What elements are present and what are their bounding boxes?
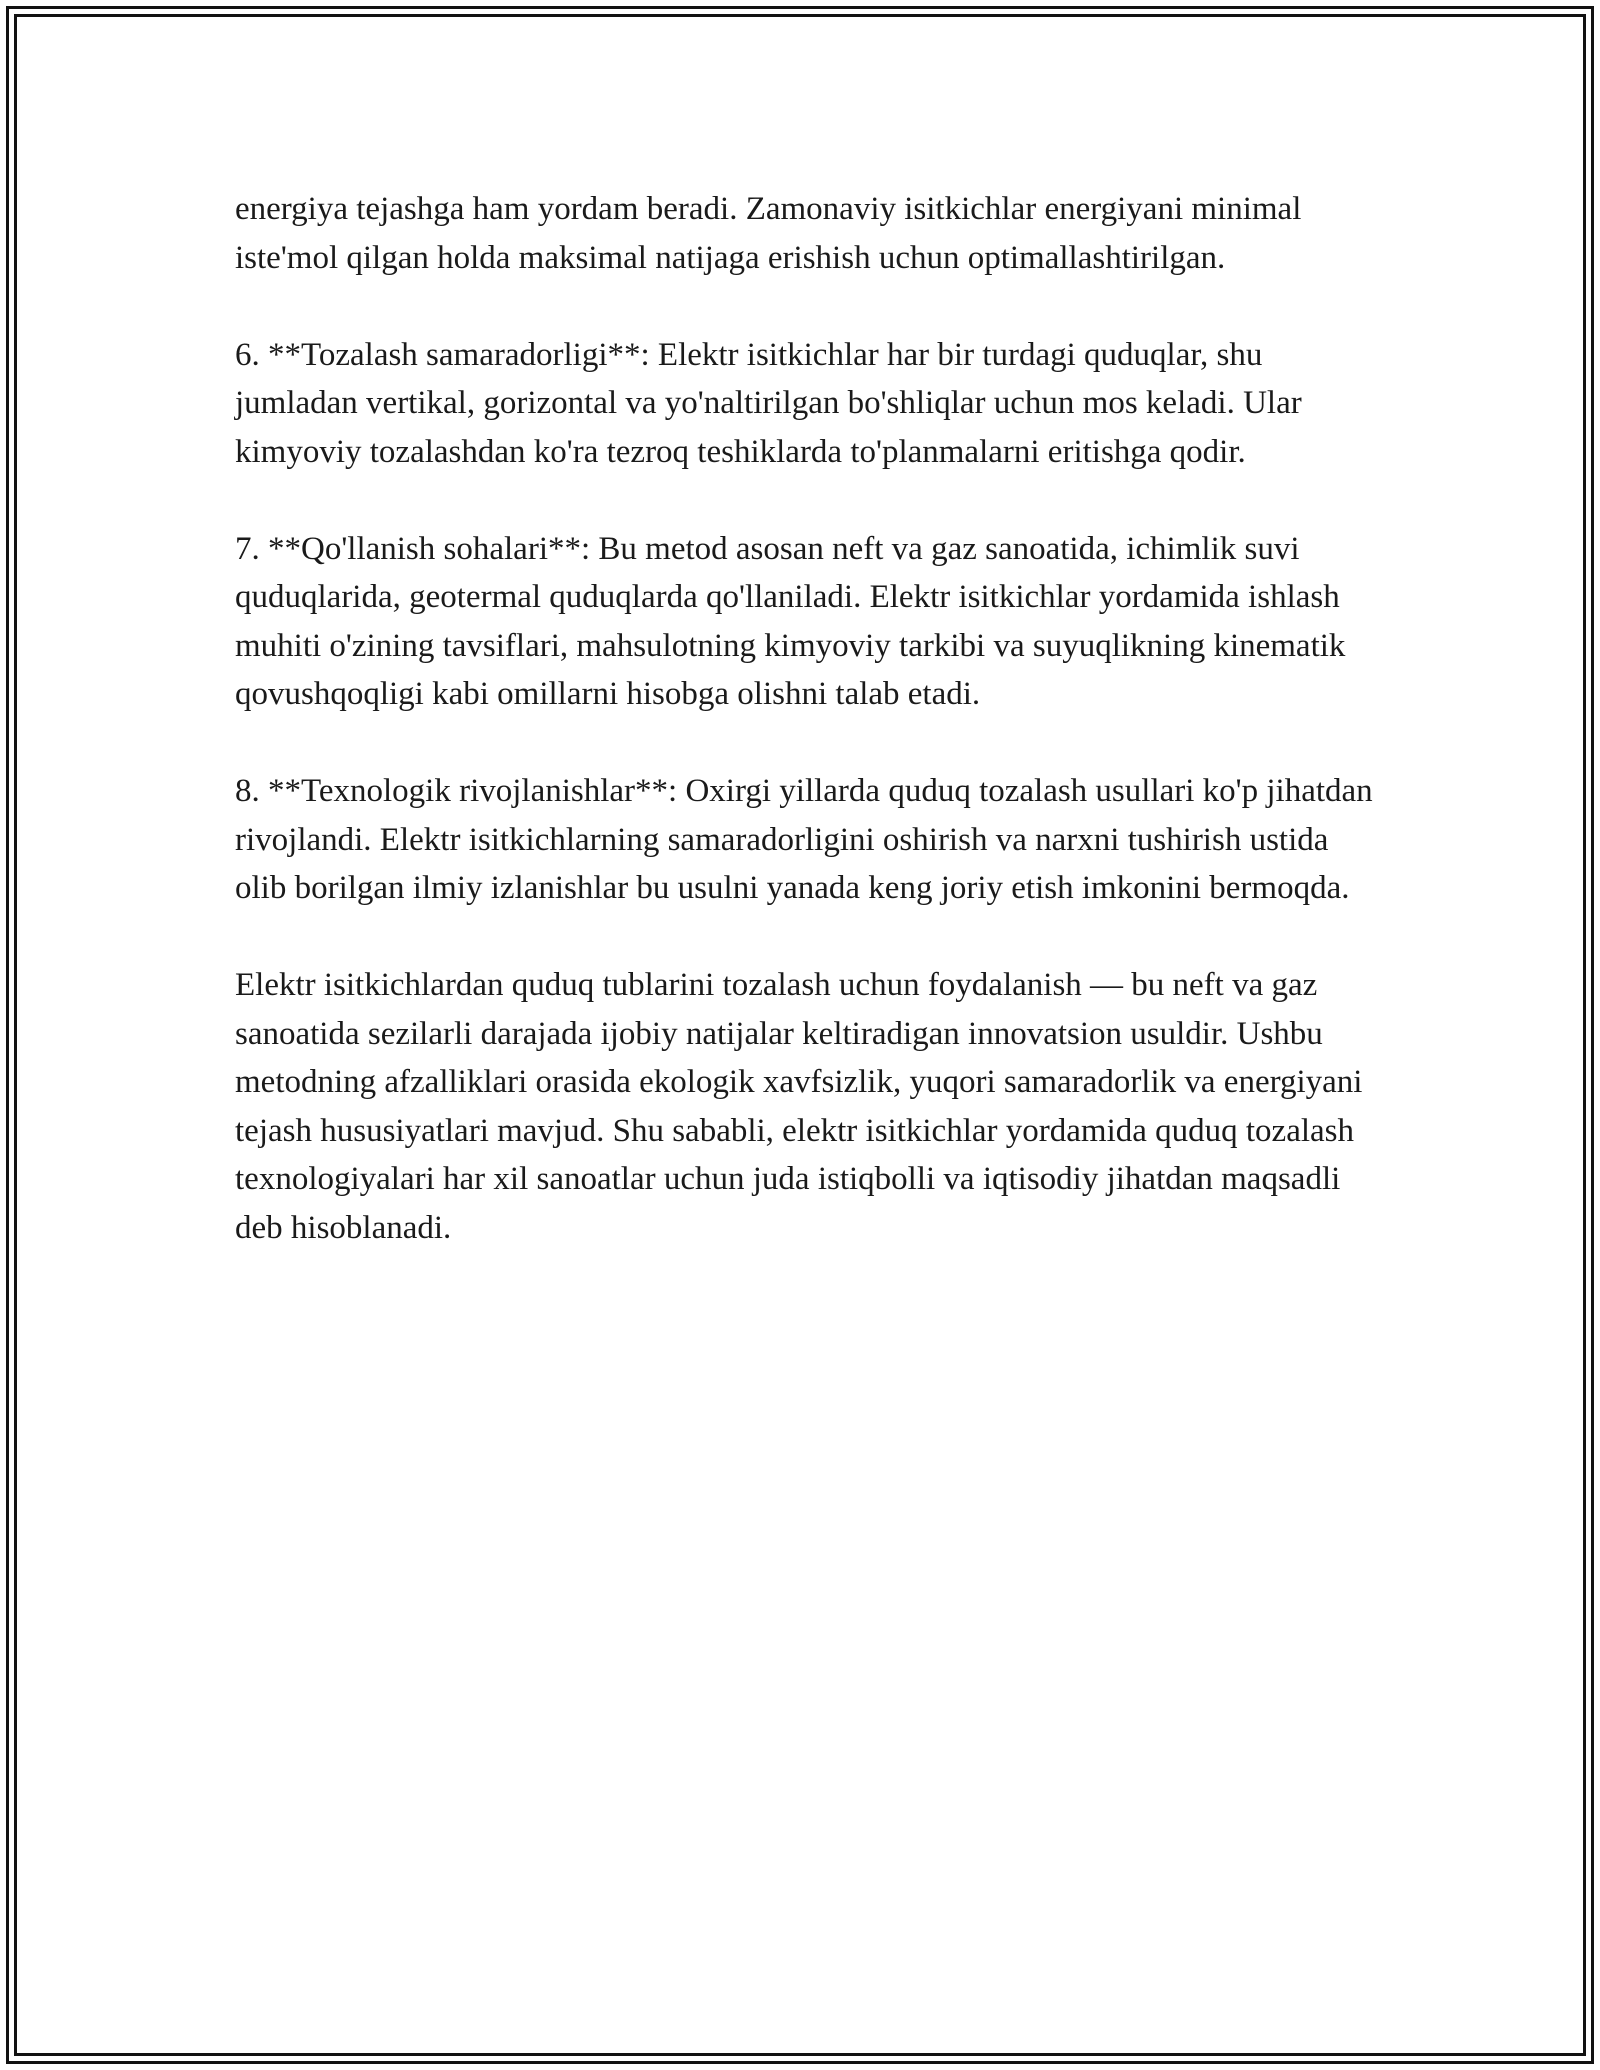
paragraph-conclusion: Elektr isitkichlardan quduq tublarini tozalash uchun foydalanish — bu neft va gaz sanoatida sezilarli darajada ijobiy natijalar keltiradigan innovatsion usuldir. Ushbu metodning afzalliklari orasida ekologik xavfsizlik, yuqori samaradorlik va energiyani tejash hususiyatlari mavjud. Shu sababli, elektr isitkichlar yordamida quduq tozalash texnologiyalari har xil sanoatlar uchun juda istiqbolli va iqtisodiy jihatdan maqsadli deb hisoblanadi.: [235, 967, 1363, 1246]
paragraph-energy-saving: energiya tejashga ham yordam beradi. Zamonaviy isitkichlar energiyani minimal iste'mol qilgan holda maksimal natijaga erishish uchun optimallashtirilgan.: [235, 191, 1302, 276]
document-body: [235, 185, 1375, 1252]
paragraph-technological-developments: 8. **Texnologik rivojlanishlar**: Oxirgi yillarda quduq tozalash usullari ko'p jihatdan rivojlandi. Elektr isitkichlarning samaradorligini oshirish va narxni tushirish ustida olib borilgan ilmiy izlanishlar bu usulni yanada keng joriy etish imkonini bermoqda.: [235, 773, 1373, 906]
paragraph-application-areas: 7. **Qo'llanish sohalari**: Bu metod asosan neft va gaz sanoatida, ichimlik suvi quduqlarida, geotermal quduqlarda qo'llaniladi. Elektr isitkichlar yordamida ishlash muhiti o'zining tavsiflari, mahsulotning kimyoviy tarkibi va suyuqlikning kinematik qovushqoqligi kabi omillarni hisobga olishni talab etadi.: [235, 530, 1346, 712]
paragraph-cleaning-efficiency: 6. **Tozalash samaradorligi**: Elektr isitkichlar har bir turdagi quduqlar, shu jumladan vertikal, gorizontal va yo'naltirilgan bo'shliqlar uchun mos keladi. Ular kimyoviy tozalashdan ko'ra tezroq teshiklarda to'planmalarni eritishga qodir.: [235, 336, 1302, 470]
